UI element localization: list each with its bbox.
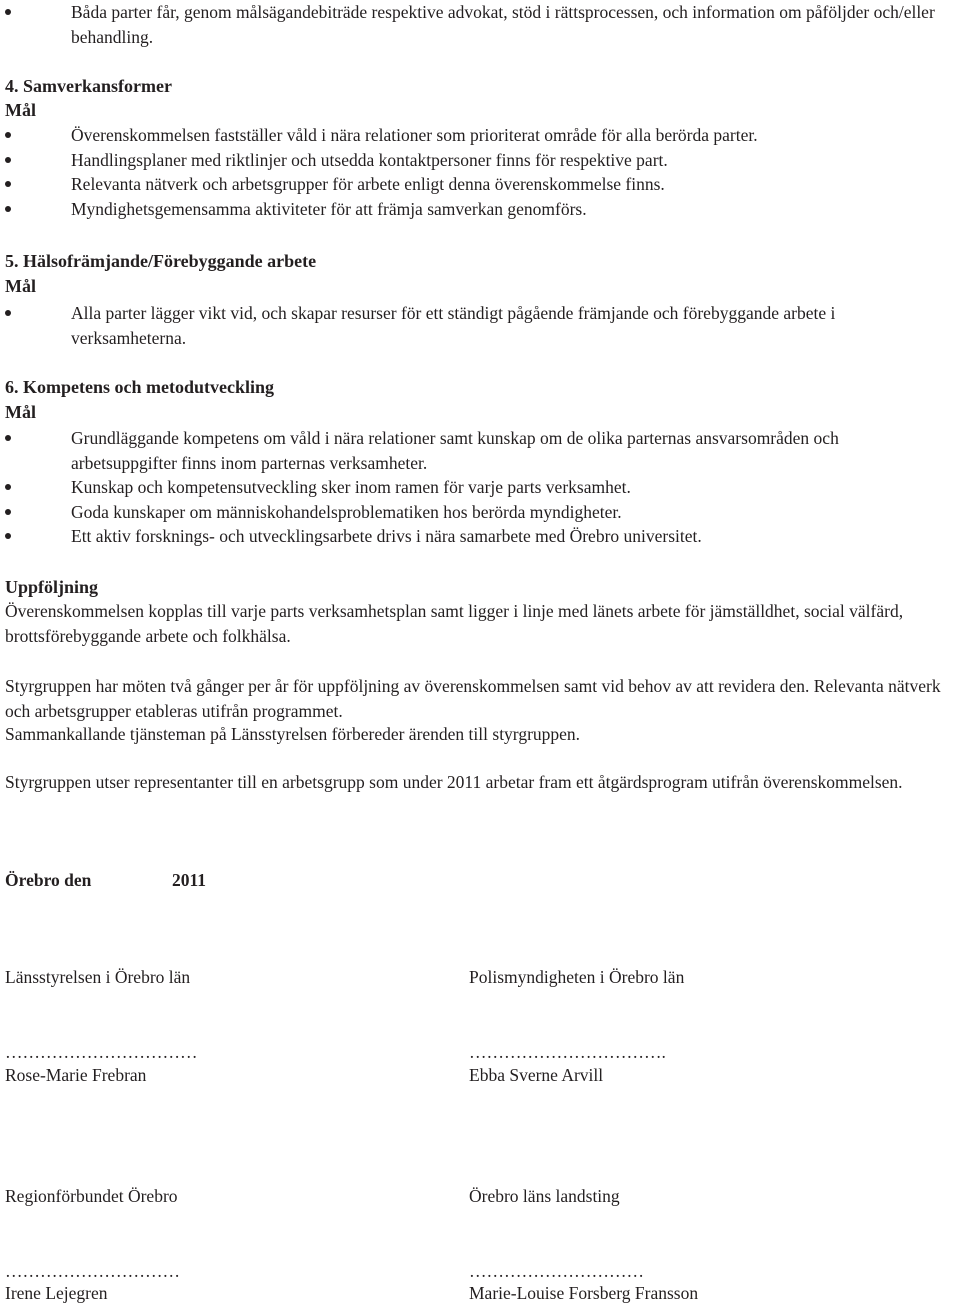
followup-title: Uppföljning (5, 577, 99, 597)
bullet-icon (5, 484, 11, 490)
list-item (0, 123, 960, 148)
bullet-icon (5, 181, 11, 187)
signature-name: Rose-Marie Frebran (5, 1065, 147, 1085)
signing-place-date: Örebro den (5, 870, 92, 890)
signature-dotted-line: ………………………… (469, 1261, 644, 1281)
signature-org: Länsstyrelsen i Örebro län (5, 967, 191, 987)
bullet-icon (5, 509, 11, 515)
list-item (0, 301, 960, 350)
list-item (0, 500, 960, 525)
top-bullet-list (0, 0, 960, 49)
bullet-icon (5, 157, 11, 163)
signature-dotted-line: ………………………… (5, 1261, 180, 1281)
section-5-title: 5. Hälsofrämjande/Förebyggande arbete (5, 251, 317, 271)
section-4-list (0, 123, 960, 221)
list-item-text: Handlingsplaner med riktlinjer och utsedda kontaktpersoner finns för respektive part. (71, 149, 668, 170)
list-item-text: Kunskap och kompetensutveckling sker inom ramen för varje parts verksamhet. (71, 477, 631, 497)
section-4-title: 4. Samverkansformer (5, 76, 172, 96)
list-item (0, 426, 960, 475)
bullet-icon (5, 9, 11, 15)
list-item-text: Ett aktiv forsknings- och utvecklingsarbete drivs i nära samarbete med Örebro universitet. (71, 526, 702, 546)
signature-name: Ebba Sverne Arvill (469, 1065, 604, 1085)
followup-paragraph-1: Överenskommelsen kopplas till varje parts verksamhetsplan samt ligger i linje med länets arbete för jämställdhet, social välfärd, brottsförebyggande arbete och folkhälsa. (5, 601, 904, 646)
list-item (0, 524, 960, 549)
followup-paragraph-2: Styrgruppen har möten två gånger per år för uppföljning av överenskommelsen samt vid behov av att revidera den. Relevanta nätverk och arbetsgrupper etableras utifrån programmet. (5, 676, 941, 721)
signature-dotted-line: …………………………… (5, 1042, 198, 1062)
list-item-text: Goda kunskaper om människohandelsproblematiken hos berörda myndigheter. (71, 501, 622, 522)
followup-paragraph-3: Sammankallande tjänsteman på Länsstyrelsen förbereder ärenden till styrgruppen. (5, 724, 581, 744)
list-item-text: Alla parter lägger vikt vid, och skapar resurser för ett ständigt pågående främjande och förebyggande arbete i verksamheterna. (71, 303, 836, 348)
list-item (0, 197, 960, 222)
list-item-text: Överenskommelsen fastställer våld i nära relationer som prioriterat område för alla berörda parter. (71, 125, 758, 145)
signature-name: Irene Lejegren (5, 1283, 108, 1303)
list-item-text: Myndighetsgemensamma aktiviteter för att främja samverkan genomförs. (71, 198, 587, 219)
list-item-text: Grundläggande kompetens om våld i nära relationer samt kunskap om de olika parternas ansvarsområden och arbetsuppgifter finns inom parternas verksamheter. (71, 428, 839, 473)
section-5-goal-label: Mål (5, 276, 36, 296)
signing-year: 2011 (172, 870, 207, 890)
section-4-goal-label: Mål (5, 100, 36, 120)
list-item (0, 0, 960, 49)
list-item-text: Båda parter får, genom målsägandebiträde respektive advokat, stöd i rättsprocessen, och information om påföljder och/eller behandling. (71, 2, 935, 47)
signature-org: Regionförbundet Örebro (5, 1186, 178, 1206)
bullet-icon (5, 533, 11, 539)
bullet-icon (5, 132, 11, 138)
list-item (0, 148, 960, 173)
signature-name: Marie-Louise Forsberg Fransson (469, 1283, 699, 1303)
list-item (0, 172, 960, 197)
section-6-goal-label: Mål (5, 402, 36, 422)
signature-org: Polismyndigheten i Örebro län (469, 967, 685, 987)
section-6-title: 6. Kompetens och metodutveckling (5, 377, 274, 397)
list-item-text: Relevanta nätverk och arbetsgrupper för arbete enligt denna överenskommelse finns. (71, 174, 665, 194)
followup-paragraph-4: Styrgruppen utser representanter till en arbetsgrupp som under 2011 arbetar fram ett åtgärdsprogram utifrån överenskommelsen. (5, 772, 903, 792)
bullet-icon (5, 435, 11, 441)
section-5-list (0, 301, 960, 350)
section-6-list (0, 426, 960, 549)
list-item (0, 475, 960, 500)
signature-dotted-line: ……………………………. (469, 1042, 666, 1062)
bullet-icon (5, 310, 11, 316)
signature-org: Örebro läns landsting (469, 1186, 620, 1206)
bullet-icon (5, 206, 11, 212)
